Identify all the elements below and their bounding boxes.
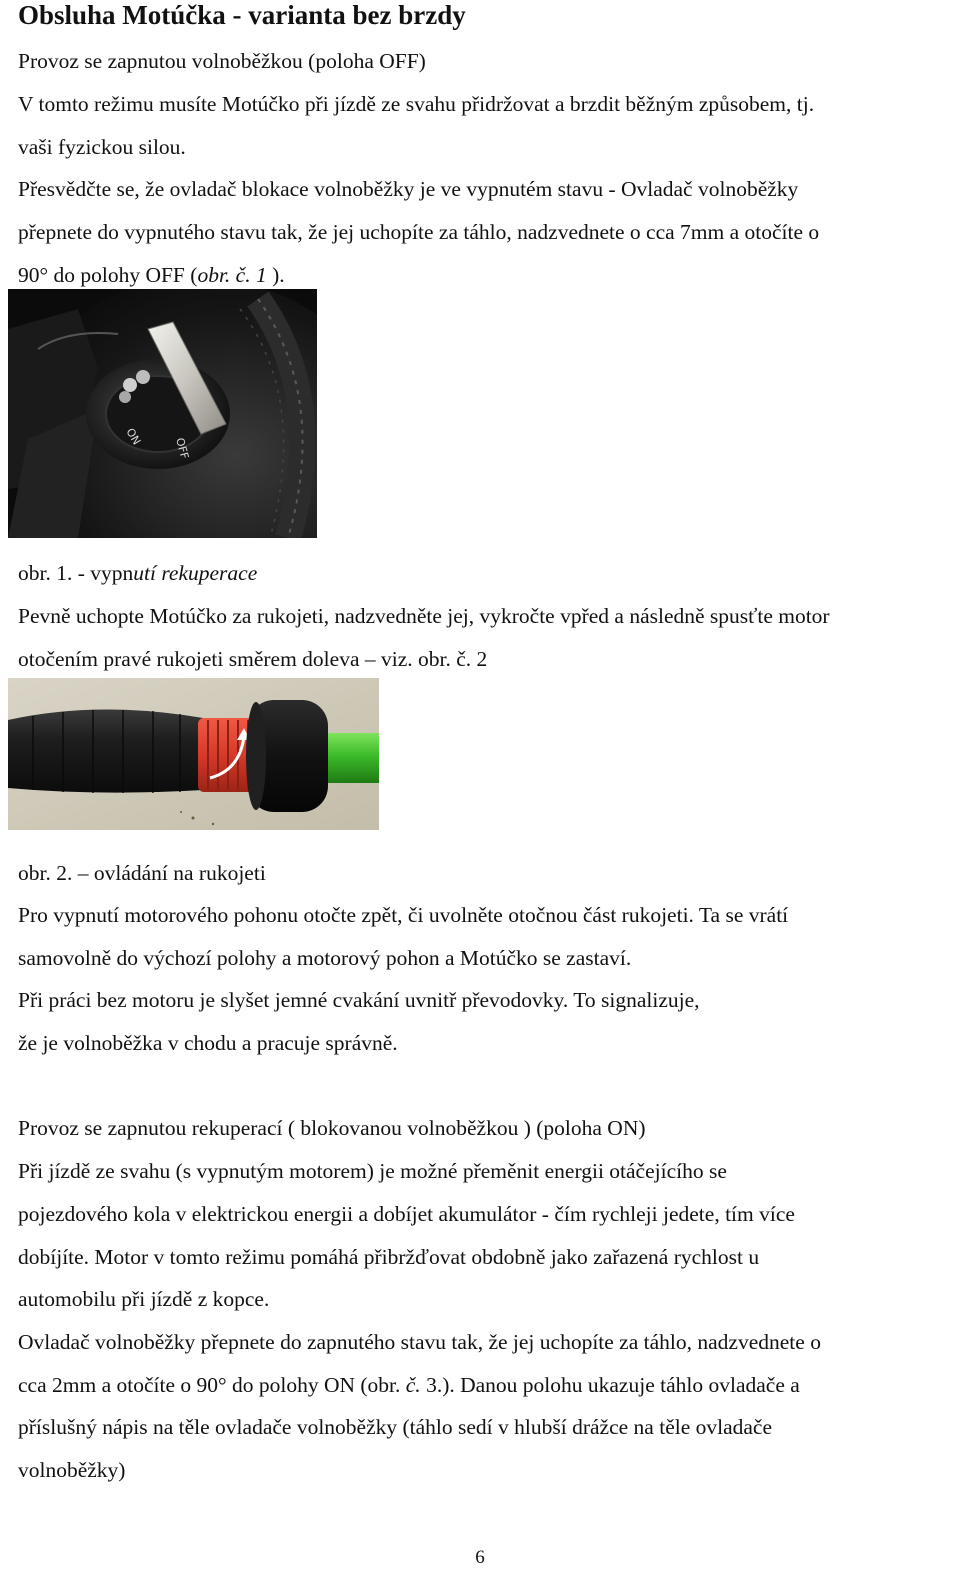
section2-heading: Provoz se zapnutou rekuperací ( blokovanou volnoběžkou ) (poloha ON) <box>18 1116 646 1140</box>
paragraph-line: že je volnoběžka v chodu a pracuje správně. <box>18 1031 398 1055</box>
paragraph-line: přepnete do vypnutého stavu tak, že jej uchopíte za táhlo, nadzvednete o cca 7mm a otočíte o <box>18 220 820 244</box>
paragraph-line <box>18 261 285 289</box>
paragraph-text: cca 2mm a otočíte o 90° do polohy ON (obr. <box>18 1373 406 1397</box>
paragraph-line: V tomto režimu musíte Motúčko při jízdě ze svahu přidržovat a brzdit běžným způsobem, tj. <box>18 92 815 116</box>
marking-off-text: OFF <box>173 436 192 461</box>
paragraph-line: Pro vypnutí motorového pohonu otočte zpět, či uvolněte otočnou část rukojeti. Ta se vrátí <box>18 903 789 927</box>
figure-2-caption: obr. 2. – ovládání na rukojeti <box>18 861 266 885</box>
paragraph-line: Pevně uchopte Motúčko za rukojeti, nadzvedněte jej, vykročte vpřed a následně spusťte motor <box>18 604 830 628</box>
paragraph-line: příslušný nápis na těle ovladače volnoběžky (táhlo sedí v hlubší drážce na těle ovladače <box>18 1415 773 1439</box>
paragraph-line: dobíjíte. Motor v tomto režimu pomáhá přibržďovat obdobně jako zařazená rychlost u <box>18 1245 760 1269</box>
figure-reference: obr. č. 1 <box>197 263 267 287</box>
figure-1-caption <box>18 559 257 587</box>
page-number: 6 <box>475 1547 485 1568</box>
paragraph-line: samovolně do výchozí polohy a motorový pohon a Motúčko se zastaví. <box>18 946 632 970</box>
paragraph-line <box>18 1371 800 1399</box>
paragraph-line: vaši fyzickou silou. <box>18 135 186 159</box>
figure-1-photo <box>8 289 317 538</box>
caption-text: obr. 1. - vypn <box>18 561 134 585</box>
paragraph-line: Při jízdě ze svahu (s vypnutým motorem) je možné přeměnit energii otáčejícího se <box>18 1159 727 1183</box>
figure-reference: č. <box>405 1373 421 1397</box>
freewheel-controller-image <box>8 289 317 538</box>
paragraph-line: Při práci bez motoru je slyšet jemné cvakání uvnitř převodovky. To signalizuje, <box>18 988 700 1012</box>
document-title: Obsluha Motúčka - varianta bez brzdy <box>18 0 466 30</box>
marking-on-text: ON <box>123 426 144 448</box>
section1-heading: Provoz se zapnutou volnoběžkou (poloha OFF) <box>18 49 426 73</box>
paragraph-line: pojezdového kola v elektrickou energii a dobíjet akumulátor - čím rychleji jedete, tím více <box>18 1202 795 1226</box>
paragraph-text: 90° do polohy OFF ( <box>18 263 198 287</box>
paragraph-text: ). <box>266 263 285 287</box>
caption-italic: utí rekuperace <box>133 561 258 585</box>
handle-grip-image <box>8 678 379 830</box>
paragraph-line: Ovladač volnoběžky přepnete do zapnutého stavu tak, že jej uchopíte za táhlo, nadzvednete o <box>18 1330 821 1354</box>
paragraph-line: volnoběžky) <box>18 1458 126 1482</box>
paragraph-text: 3.). Danou polohu ukazuje táhlo ovladače a <box>420 1373 800 1397</box>
figure-2-photo <box>8 678 379 830</box>
paragraph-line: otočením pravé rukojeti směrem doleva – viz. obr. č. 2 <box>18 647 488 671</box>
paragraph-line: Přesvědčte se, že ovladač blokace volnoběžky je ve vypnutém stavu - Ovladač volnoběžky <box>18 177 799 201</box>
paragraph-line: automobilu při jízdě z kopce. <box>18 1287 270 1311</box>
